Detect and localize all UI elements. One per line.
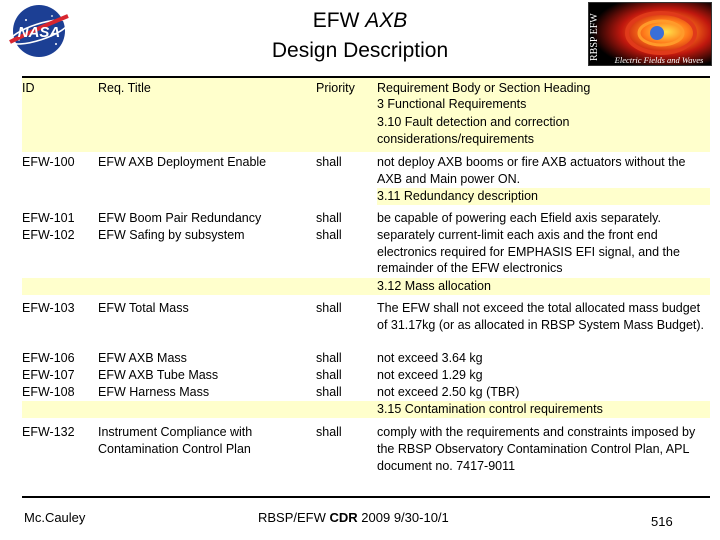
- req-id: EFW-108: [22, 384, 75, 399]
- svg-text:RBSP EFW: RBSP EFW: [589, 13, 600, 61]
- footer-divider: [22, 496, 710, 498]
- req-priority: shall: [316, 301, 342, 315]
- title-line-2: Design Description: [271, 39, 449, 62]
- req-priority: shall: [316, 227, 342, 242]
- req-priority: shall: [316, 211, 342, 225]
- table-row: [22, 298, 710, 348]
- svg-text:Electric Fields and Waves: Electric Fields and Waves: [614, 55, 704, 65]
- table-row: [22, 208, 710, 298]
- section-heading: 3.15 Contamination control requirements: [22, 401, 710, 418]
- req-priority: shall: [316, 425, 342, 439]
- req-priority: shall: [316, 384, 342, 399]
- nasa-logo-text: NASA: [17, 24, 61, 41]
- req-id: EFW-132: [22, 425, 75, 439]
- req-body-group: [377, 350, 710, 400]
- req-priority: shall: [316, 155, 342, 169]
- req-title: Instrument Compliance with Contamination Control Plan: [98, 425, 253, 456]
- req-body: comply with the requirements and constraints imposed by the RBSP Observatory Contamination Control Plan, APL document no. 7417-9011: [377, 425, 696, 473]
- col-header-title: Req. Title: [98, 81, 151, 95]
- table-row: [22, 152, 710, 208]
- req-id: EFW-101: [22, 211, 75, 225]
- footer-event: RBSP/EFW CDR 2009 9/30-10/1: [258, 510, 449, 525]
- col-header-priority: Priority: [316, 81, 355, 95]
- col-header-id: ID: [22, 81, 35, 95]
- req-title: EFW Safing by subsystem: [98, 227, 245, 242]
- section-heading: 3.11 Redundancy description: [377, 188, 710, 205]
- col-header-body: Requirement Body or Section Heading: [377, 81, 591, 95]
- table-row: [22, 422, 710, 480]
- req-priority: shall: [316, 367, 342, 382]
- title-line-1: EFW AXB: [312, 9, 408, 32]
- req-title: EFW Harness Mass: [98, 384, 210, 399]
- section-heading: 3.12 Mass allocation: [22, 278, 710, 295]
- req-title: EFW AXB Tube Mass: [98, 367, 219, 382]
- req-title-group: [98, 210, 310, 244]
- req-id-group: [22, 350, 96, 400]
- page-number: 516: [651, 514, 673, 529]
- req-id: EFW-107: [22, 367, 75, 382]
- req-body-group: [377, 210, 710, 277]
- req-body: not exceed 1.29 kg: [377, 367, 483, 382]
- req-title: EFW Boom Pair Redundancy: [98, 211, 262, 225]
- req-body: separately current-limit each axis and the front end electronics required for EMPHASIS EFI signal, and the remainder of the EFW electronics: [377, 227, 680, 276]
- section-heading: 3 Functional Requirements: [377, 97, 527, 111]
- rbsp-efw-logo: [588, 2, 712, 66]
- req-priority-group: [314, 350, 376, 400]
- req-priority-group: [314, 210, 376, 244]
- page-title: [150, 6, 570, 66]
- req-id: EFW-106: [22, 351, 75, 365]
- req-body: The EFW shall not exceed the total allocated mass budget of 31.17kg (or as allocated in RBSP System Mass Budget).: [377, 301, 705, 332]
- req-title: EFW AXB Mass: [98, 351, 187, 365]
- req-title: EFW Total Mass: [98, 301, 189, 315]
- table-row: [22, 348, 710, 422]
- req-id: EFW-102: [22, 227, 75, 242]
- req-body: not exceed 3.64 kg: [377, 351, 483, 365]
- req-priority: shall: [316, 351, 342, 365]
- section-heading: 3.10 Fault detection and correction considerations/requirements: [377, 115, 570, 146]
- table-header-row: [22, 76, 710, 112]
- req-id-group: [22, 210, 96, 244]
- section-row: [22, 112, 710, 152]
- req-id: EFW-103: [22, 301, 75, 315]
- req-body: be capable of powering each Efield axis separately.: [377, 211, 661, 225]
- req-title: EFW AXB Deployment Enable: [98, 155, 267, 169]
- nasa-logo: [4, 2, 74, 60]
- req-title-group: [98, 350, 310, 400]
- req-id: EFW-100: [22, 155, 75, 169]
- req-body: not deploy AXB booms or fire AXB actuators without the AXB and Main power ON.: [377, 155, 686, 186]
- req-body: not exceed 2.50 kg (TBR): [377, 384, 520, 399]
- footer-author: Mc.Cauley: [24, 510, 86, 525]
- requirements-table: [22, 76, 710, 480]
